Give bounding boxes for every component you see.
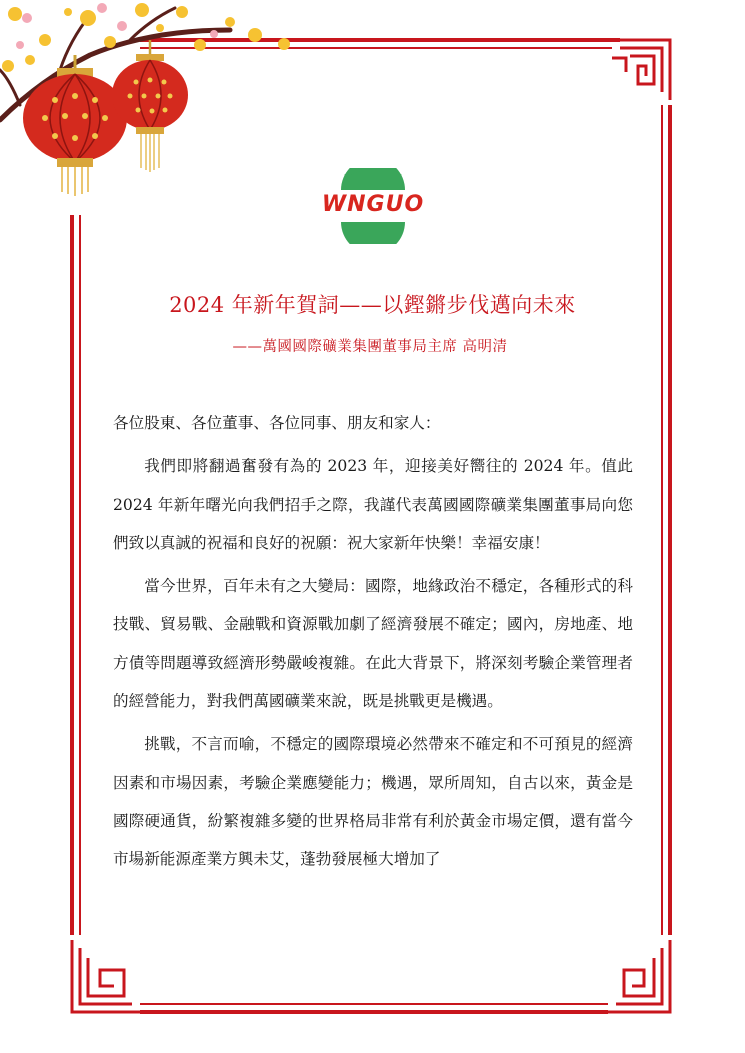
new-year-decoration [0,0,300,200]
lantern-icon [112,40,188,172]
logo-wordmark: WNGUO [321,192,425,217]
letter-greeting: 各位股東、各位董事、各位同事、朋友和家人： [113,414,441,432]
letter-title: 2024 年新年賀詞——以鏗鏘步伐邁向未來 [169,293,576,317]
paragraph: 挑戰，不言而喻，不穩定的國際環境必然帶來不確定和不可預見的經濟因素和市場因素，考驗企業應變能力；機遇，眾所周知，自古以來，黃金是國際硬通貨，紛繁複雜多變的世界格局非常有利於黃金市場定價，還有當今市場新能源產業方興未艾，蓬勃發展極大增加了 [113,735,633,869]
paragraph: 我們即將翻過奮發有為的 2023 年，迎接美好嚮往的 2024 年。值此 2024 年新年曙光向我們招手之際，我謹代表萬國國際礦業集團董事局向您們致以真誠的祝福和良好的祝願：祝大家新年快樂！幸福安康！ [113,457,633,552]
letter-body [113,404,633,884]
lantern-icon [23,55,127,196]
letter-byline: ——萬國國際礦業集團董事局主席 高明清 [232,339,508,355]
paragraph: 當今世界，百年未有之大變局：國際，地緣政治不穩定，各種形式的科技戰、貿易戰、金融戰和資源戰加劇了經濟發展不確定；國內，房地產、地方債等問題導致經濟形勢嚴峻複雜。在此大背景下，將深刻考驗企業管理者的經營能力，對我們萬國礦業來說，既是挑戰更是機遇。 [113,577,633,711]
company-logo [311,168,435,244]
